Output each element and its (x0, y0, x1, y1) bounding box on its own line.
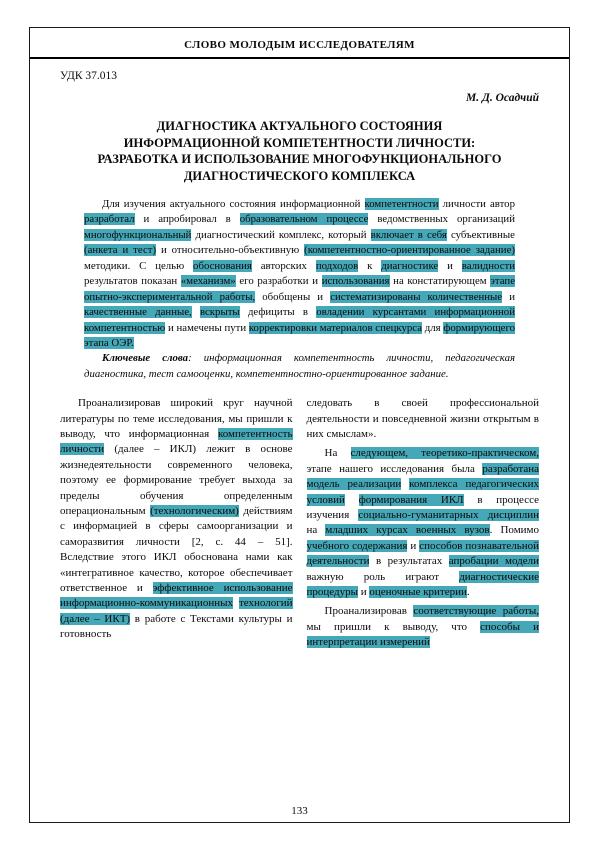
text-segment: Для изучения актуального состояния информационной (102, 198, 365, 210)
text-segment: . (466, 585, 470, 598)
text-segment: и относительно-объективную (156, 244, 305, 257)
highlighted-text: формирования ИКЛ (358, 493, 464, 506)
highlighted-text: следующем, теоретико-практическом, (350, 447, 539, 460)
highlighted-text: апробации модели (448, 555, 540, 568)
highlighted-text: подходов (315, 259, 359, 272)
highlighted-text: диагностические процедуры (306, 570, 539, 598)
text-segment: в результатах (369, 555, 449, 568)
body-paragraph (307, 446, 540, 600)
highlighted-text: вскрыты (199, 306, 240, 319)
header-rule (30, 57, 569, 59)
highlighted-text: разработана модель реализации (306, 462, 539, 491)
text-segment: следовать в своей профессиональной деятельности и повседневной жизни открытым в них смыслам». (306, 397, 539, 441)
article-title: ДИАГНОСТИКА АКТУАЛЬНОГО СОСТОЯНИЯ ИНФОРМАЦИОННОЙ КОМПЕТЕНТНОСТИ ЛИЧНОСТИ: РАЗРАБОТКА И ИСПОЛЬЗОВАНИЕ МНОГОФУНКЦИОНАЛЬНОГО ДИАГНОСТИЧЕСКОГО КОМПЛЕКСА (97, 119, 502, 183)
highlighted-text: соответствующие работы, (413, 605, 539, 618)
text-segment: методики. С целью (84, 259, 194, 272)
text-segment: действиям с информацией в сферы самоорганизации и саморазвития личности [2, с. 44 – 51]. Вследствие этого ИКЛ обоснована нами как «интегративное качество, которое обеспечивает ответственное и (60, 504, 293, 594)
text-segment: авторских (251, 259, 316, 272)
highlighted-text: качественные данные, (84, 306, 192, 319)
text-segment: для (422, 321, 444, 334)
highlighted-text: способов познавательной деятельности (306, 539, 539, 568)
highlighted-text: информационно-коммуникационных (60, 597, 233, 610)
text-segment: этапе нашего исследования была (306, 462, 483, 475)
text-segment: На (324, 447, 351, 460)
text-segment: обобщены и (255, 290, 331, 303)
abstract-paragraph (84, 197, 515, 351)
page-number: 133 (291, 805, 308, 817)
two-column-body (60, 396, 539, 650)
text-segment: Проанализировав широкий круг научной литературы по теме исследования, мы пришли к выводу, что информационная (60, 397, 293, 441)
highlighted-text: компетентности (364, 198, 439, 210)
text-segment: субъективные (446, 228, 515, 241)
highlighted-text: социально-гуманитарных дисциплин (358, 508, 539, 521)
text-segment: его разработки и (235, 275, 322, 288)
highlighted-text: (компетентностно-ориентированное задание) (304, 244, 515, 257)
text-segment (345, 494, 359, 506)
highlighted-text: систематизированы количественные (330, 290, 503, 303)
keywords-label: Ключевые слова (102, 352, 189, 365)
highlighted-text: комплекса педагогических условий (306, 478, 540, 506)
highlighted-text: использования (321, 275, 390, 288)
text-segment: на констатирующем (389, 275, 491, 288)
text-segment: (далее – ИКЛ) лежит в основе жизнедеятельности современного человека, поэтому ее формирование требует выхода за пределы обучения определенным операциональным (60, 443, 293, 517)
udc-number: УДК 37.013 (60, 70, 117, 82)
highlighted-text: учебного содержания (306, 539, 408, 552)
highlighted-text: способы и интерпретации измерений (306, 620, 539, 649)
highlighted-text: овладении курсантами информационной компетентностью (84, 306, 515, 334)
text-segment: дефициты в (239, 306, 317, 319)
text-segment: важную роль играют (306, 570, 460, 583)
body-paragraph (60, 396, 293, 642)
highlighted-text: «механизм» (180, 275, 236, 288)
keywords-paragraph (84, 351, 515, 382)
highlighted-text: разработал (84, 213, 135, 226)
highlighted-text: валидности (461, 259, 515, 272)
text-segment: и апробировал в (134, 213, 240, 226)
page-frame (29, 27, 570, 823)
highlighted-text: многофункциональный (84, 228, 192, 241)
highlighted-text: этапе опытно-экспериментальной работы, (84, 275, 516, 303)
highlighted-text: компетентность личности (60, 428, 293, 456)
text-segment: личности автор (438, 198, 515, 210)
highlighted-text: корректировки материалов спецкурса (248, 321, 423, 334)
highlighted-text: (анкета и тест) (84, 244, 157, 257)
highlighted-text: этапа ОЭР. (84, 336, 134, 349)
highlighted-text: младших курсах военных вузов (325, 524, 490, 537)
text-segment: мы пришли к выводу, что (306, 620, 481, 633)
text-segment: в процессе изучения (306, 493, 539, 521)
highlighted-text: оценочные критерии (369, 585, 467, 598)
text-segment: Проанализировав (324, 605, 414, 618)
text-segment: диагностический комплекс, который (191, 228, 371, 241)
left-column (60, 396, 293, 650)
running-header: СЛОВО МОЛОДЫМ ИССЛЕДОВАТЕЛЯМ (184, 39, 415, 51)
text-segment: и (407, 539, 420, 552)
text-segment: . Помимо (489, 524, 540, 537)
highlighted-text: диагностике (381, 259, 439, 272)
highlighted-text: технологий (далее – ИКТ) (60, 597, 293, 625)
highlighted-text: (технологическим) (150, 504, 239, 517)
text-segment: ведомственных организаций (368, 213, 515, 226)
text-segment: и (358, 585, 370, 598)
highlighted-text: образовательном процессе (239, 213, 369, 226)
body-paragraph (307, 604, 540, 650)
text-segment: результатов показан (84, 275, 181, 288)
right-column (307, 396, 540, 650)
text-segment: в работе с Текстами культуры и готовность (60, 612, 293, 641)
text-segment: и намечены пути (165, 321, 249, 334)
text-segment: к (358, 259, 382, 272)
body-paragraph (307, 396, 540, 442)
text-segment: на (306, 524, 326, 537)
keywords-text: : информационная компетентность личности, педагогическая диагностика, тест самооценки, компетентностно-ориентированное задание. (84, 352, 515, 380)
highlighted-text: обоснования (193, 259, 252, 272)
text-segment (192, 306, 200, 318)
author-name: М. Д. Осадчий (466, 92, 539, 104)
highlighted-text: эффективное использование (152, 581, 293, 594)
highlighted-text: формирующего (443, 321, 515, 334)
text-segment: и (502, 290, 515, 303)
highlighted-text: включает в себя (370, 228, 447, 241)
text-segment: и (438, 259, 462, 272)
